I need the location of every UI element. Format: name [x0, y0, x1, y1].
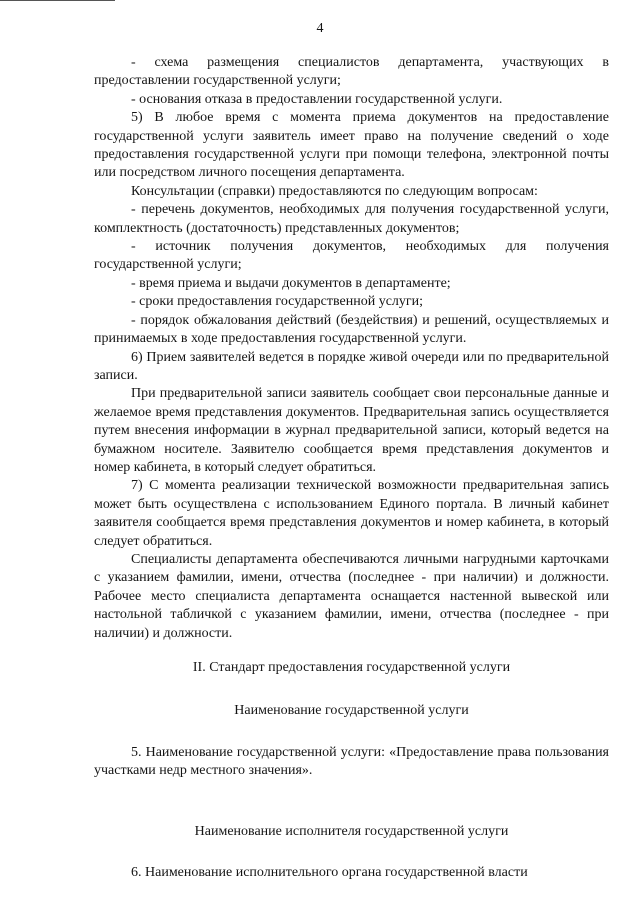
page-number: 4 — [316, 21, 324, 36]
subheading-service-name: Наименование государственной услуги — [234, 703, 469, 719]
paragraph-item-7-online-registration: 7) С момента реализации технической возможности предварительная запись может быть осуществлена с использованием Единого портала. В личный кабинет заявителя сообщается время представления документов и номер кабинета, в который следует обратиться. — [94, 478, 609, 549]
scan-edge-line — [0, 0, 115, 1]
section-heading: II. Стандарт предоставления государственной услуги — [192, 660, 511, 675]
subheading-service-executor: Наименование исполнителя государственной услуги — [194, 823, 509, 839]
paragraph-refusal-grounds: - основания отказа в предоставлении государственной услуги. — [131, 91, 503, 107]
document-body — [94, 54, 609, 882]
list-item-appeal-procedure: - порядок обжалования действий (бездействия) и решений, осуществляемых и принимаемых в ходе предоставления государственной услуги. — [94, 312, 609, 347]
paragraph-item-5-status-info: 5) В любое время с момента приема документов на предоставление государственной услуги заявитель имеет право на получение сведений о ходе предоставления государственной услуги при помощи телефона, электронной почты или посредством личного посещения департамента. — [94, 110, 609, 181]
paragraph-consultations: Консультации (справки) предоставляются по следующим вопросам: — [131, 183, 538, 199]
list-item-reception-time: - время приема и выдачи документов в департаменте; — [131, 275, 451, 291]
paragraph-preliminary-registration: При предварительной записи заявитель сообщает свои персональные данные и желаемое время представления документов. Предварительная запись осуществляется путем внесения информации в журнал предварительной записи, который ведется на бумажном носителе. Заявителю сообщается время представления документов и номер кабинета, в который следует обратиться. — [94, 386, 609, 475]
paragraph-item-5-service-name: 5. Наименование государственной услуги: «Предоставление права пользования участками недр местного значения». — [94, 744, 609, 779]
paragraph-specialist-badges: Специалисты департамента обеспечиваются личными нагрудными карточками с указанием фамилии, имени, отчества (последнее - при наличии) и должности. Рабочее место специалиста департамента оснащается настенной вывеской или настольной табличкой с указанием фамилии, имени, отчества (последнее - при наличии) и должности. — [94, 551, 609, 641]
list-item-sources: - источник получения документов, необходимых для получения государственной услуги; — [94, 239, 609, 273]
paragraph-scheme: - схема размещения специалистов департамента, участвующих в предоставлении государственной услуги; — [94, 55, 609, 89]
list-item-deadlines: - сроки предоставления государственной услуги; — [131, 294, 424, 310]
paragraph-item-6-executor: 6. Наименование исполнительного органа государственной власти — [131, 865, 528, 881]
list-item-documents: - перечень документов, необходимых для получения государственной услуги, комплектность (достаточность) представленных документов; — [94, 202, 609, 236]
paragraph-item-6-reception: 6) Прием заявителей ведется в порядке живой очереди или по предварительной записи. — [94, 349, 609, 383]
